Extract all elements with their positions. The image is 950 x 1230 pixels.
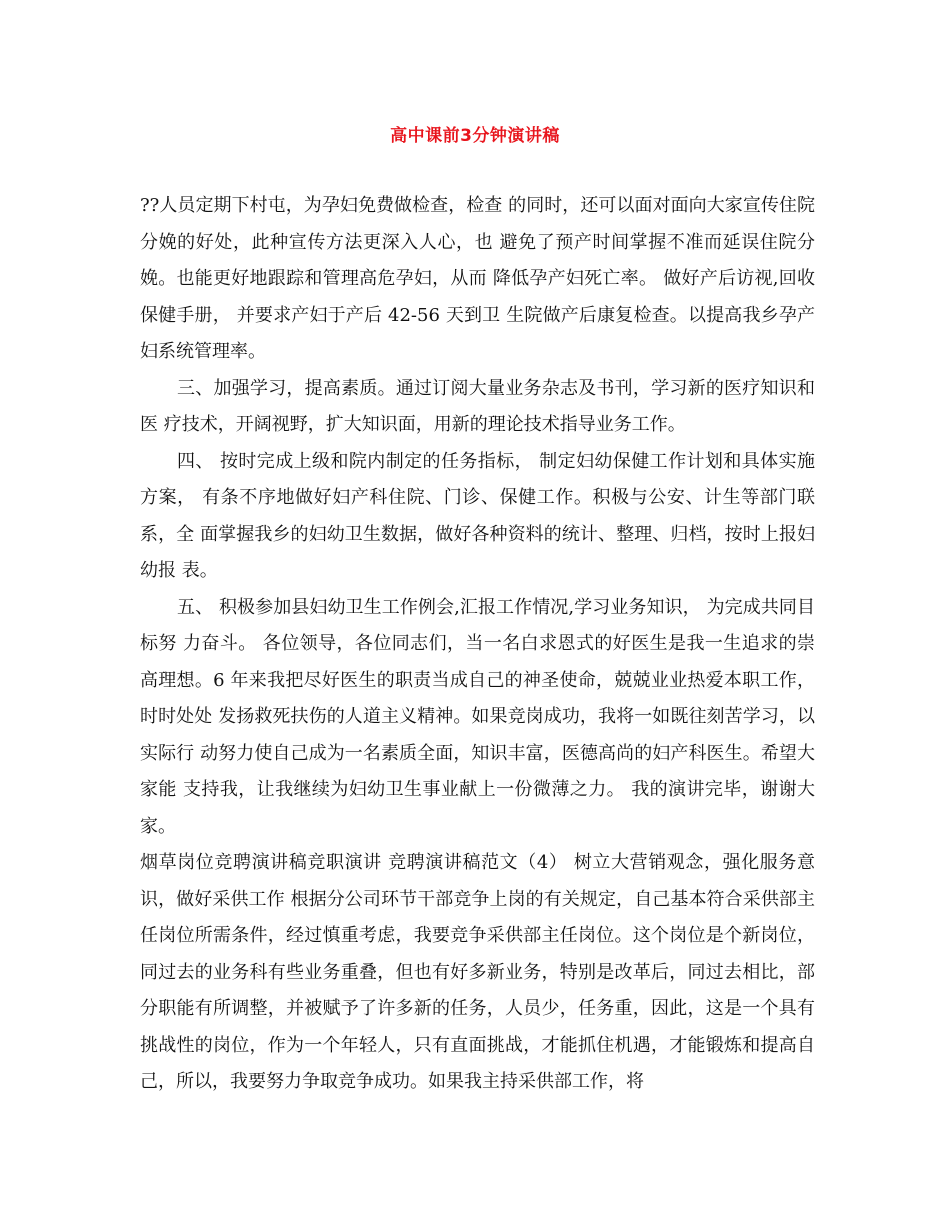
- paragraph-1: ??人员定期下村屯，为孕妇免费做检查，检查 的同时，还可以面对面向大家宣传住院分娩的好处，此种宣传方法更深入人心，也 避免了预产时间掌握不准而延误住院分娩。也能更好地跟踪和管理高危孕妇，从而 降低孕产妇死亡率。 做好产后访视,回收保健手册， 并要求产妇于产后 42-56 天到卫 生院做产后康复检查。以提高我乡孕产妇系统管理率。: [140, 195, 815, 362]
- paragraph-3: 四、 按时完成上级和院内制定的任务指标， 制定妇幼保健工作计划和具体实施方案， 有条不序地做好妇产科住院、门诊、保健工作。积极与公安、计生等部门联系，全 面掌握我乡的妇幼卫生数据，做好各种资料的统计、整理、归档，按时上报妇幼报 表。: [140, 450, 815, 581]
- paragraph-5: 烟草岗位竞聘演讲稿竞职演讲 竞聘演讲稿范文（4） 树立大营销观念，强化服务意识，做好采供工作 根据分公司环节干部竞争上岗的有关规定，自己基本符合采供部主任岗位所需条件，经过慎重考虑，我要竞争采供部主任岗位。这个岗位是个新岗位，同过去的业务科有些业务重叠，但也有好多新业务，特别是改革后，同过去相比，部分职能有所调整，并被赋予了许多新的任务，人员少，任务重，因此，这是一个具有挑战性的岗位，作为一个年轻人，只有直面挑战，才能抓住机遇，才能锻炼和提高自己，所以，我要努力争取竞争成功。如果我主持采供部工作，将: [140, 852, 815, 1092]
- paragraph-2: 三、加强学习，提高素质。通过订阅大量业务杂志及书刊，学习新的医疗知识和医 疗技术，开阔视野，扩大知识面，用新的理论技术指导业务工作。: [140, 377, 815, 435]
- document-body: [140, 188, 815, 1101]
- paragraph-4: 五、 积极参加县妇幼卫生工作例会,汇报工作情况,学习业务知识， 为完成共同目标努 力奋斗。 各位领导，各位同志们，当一名白求恩式的好医生是我一生追求的崇高理想。6 年来我把尽好医生的职责当成自己的神圣使命，兢兢业业热爱本职工作，时时处处 发扬救死扶伤的人道主义精神。如果竞岗成功，我将一如既往刻苦学习，以实际行 动努力使自己成为一名素质全面，知识丰富，医德高尚的妇产科医生。希望大家能 支持我，让我继续为妇幼卫生事业献上一份微薄之力。 我的演讲完毕，谢谢大家。: [140, 596, 815, 837]
- document-title: 高中课前3分钟演讲稿: [390, 126, 560, 146]
